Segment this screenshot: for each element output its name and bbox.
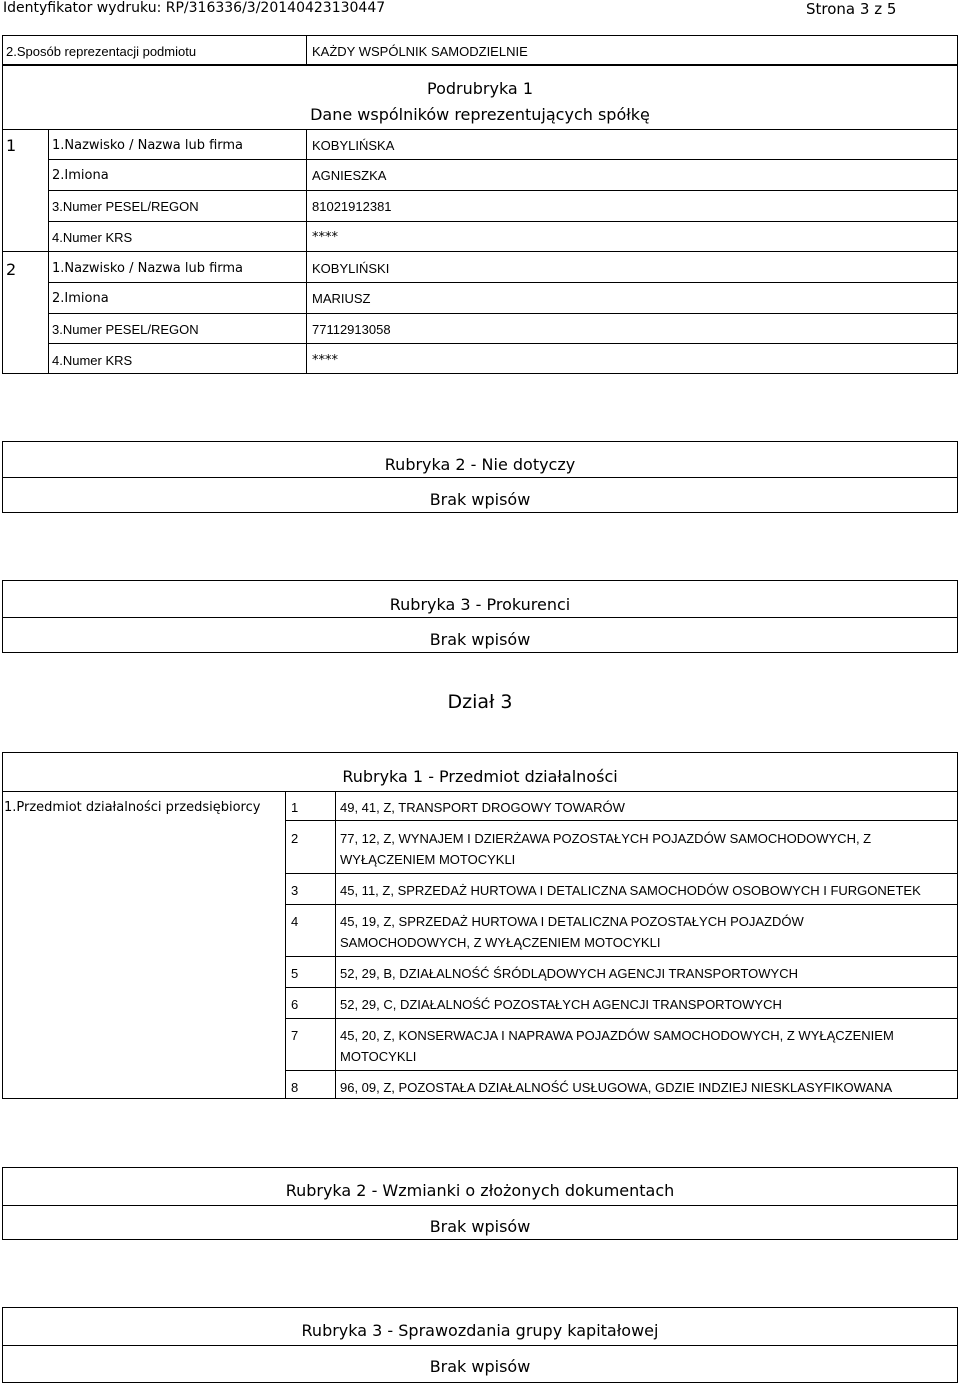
partner-number: 1	[6, 136, 17, 155]
subsection-subtitle: Dane wspólników reprezentujących spółkę	[310, 105, 650, 124]
activity-text: 45, 19, Z, SPRZEDAŻ HURTOWA I DETALICZNA POZOSTAŁYCH POJAZDÓW	[340, 914, 804, 929]
activity-number: 8	[291, 1080, 299, 1095]
activity-number: 3	[291, 883, 299, 898]
partner-field-value: 77112913058	[312, 322, 391, 337]
activity-title: Rubryka 1 - Przedmiot działalności	[342, 767, 618, 786]
activity-number: 6	[291, 997, 299, 1012]
partner-field-value: ****	[312, 230, 338, 245]
partner-field-label: 3.Numer PESEL/REGON	[52, 322, 199, 337]
activity-number: 2	[291, 831, 299, 846]
partner-field-value: MARIUSZ	[312, 291, 371, 306]
activity-number: 7	[291, 1028, 299, 1043]
rubryka-3-title: Rubryka 3 - Prokurenci	[389, 595, 571, 614]
partner-number: 2	[6, 260, 17, 279]
partner-field-label: 2.Imiona	[52, 291, 109, 306]
representation-value: KAŻDY WSPÓLNIK SAMODZIELNIE	[312, 44, 528, 59]
rubryka-2-empty: Brak wpisów	[429, 490, 531, 509]
partner-field-label: 2.Imiona	[52, 168, 109, 183]
partner-field-label: 3.Numer PESEL/REGON	[52, 199, 199, 214]
documents-title: Rubryka 2 - Wzmianki o złożonych dokumentach	[285, 1181, 675, 1200]
rubryka-2-title: Rubryka 2 - Nie dotyczy	[384, 455, 576, 474]
representation-label: 2.Sposób reprezentacji podmiotu	[6, 44, 197, 59]
activity-text: 45, 11, Z, SPRZEDAŻ HURTOWA I DETALICZNA SAMOCHODÓW OSOBOWYCH I FURGONETEK	[340, 883, 921, 898]
activity-text: 77, 12, Z, WYNAJEM I DZIERŻAWA POZOSTAŁYCH POJAZDÓW SAMOCHODOWYCH, Z	[340, 831, 872, 846]
reports-title: Rubryka 3 - Sprawozdania grupy kapitałowej	[301, 1321, 659, 1340]
partner-field-value: AGNIESZKA	[312, 168, 387, 183]
print-identifier: Identyfikator wydruku: RP/316336/3/20140423130447	[3, 0, 386, 16]
partner-field-value: ****	[312, 353, 338, 368]
activity-number: 1	[291, 800, 299, 815]
reports-empty: Brak wpisów	[429, 1357, 531, 1376]
subsection-title: Podrubryka 1	[427, 79, 533, 98]
activity-text: 96, 09, Z, POZOSTAŁA DZIAŁALNOŚĆ USŁUGOWA, GDZIE INDZIEJ NIESKLASYFIKOWANA	[340, 1080, 893, 1095]
activity-text: 52, 29, C, DZIAŁALNOŚĆ POZOSTAŁYCH AGENCJI TRANSPORTOWYCH	[340, 997, 782, 1012]
partner-field-label: 1.Nazwisko / Nazwa lub firma	[52, 261, 244, 276]
activity-label: 1.Przedmiot działalności przedsiębiorcy	[4, 800, 261, 815]
partner-field-label: 4.Numer KRS	[52, 230, 133, 245]
partner-field-label: 1.Nazwisko / Nazwa lub firma	[52, 138, 244, 153]
partner-field-value: KOBYLIŃSKA	[312, 138, 395, 153]
activity-text: 49, 41, Z, TRANSPORT DROGOWY TOWARÓW	[340, 800, 625, 815]
activity-text: 45, 20, Z, KONSERWACJA I NAPRAWA POJAZDÓW SAMOCHODOWYCH, Z WYŁĄCZENIEM	[340, 1028, 894, 1043]
rubryka-3-empty: Brak wpisów	[429, 630, 531, 649]
documents-empty: Brak wpisów	[429, 1217, 531, 1236]
page-number: Strona 3 z 5	[806, 0, 897, 18]
partner-field-value: KOBYLIŃSKI	[312, 261, 390, 276]
activity-number: 4	[291, 914, 299, 929]
partner-field-value: 81021912381	[312, 199, 392, 214]
activity-text-continued: WYŁĄCZENIEM MOTOCYKLI	[340, 852, 516, 867]
activity-number: 5	[291, 966, 299, 981]
activity-text: 52, 29, B, DZIAŁALNOŚĆ ŚRÓDLĄDOWYCH AGENCJI TRANSPORTOWYCH	[340, 966, 798, 981]
section-title: Dział 3	[447, 691, 513, 713]
activity-text-continued: SAMOCHODOWYCH, Z WYŁĄCZENIEM MOTOCYKLI	[340, 935, 661, 950]
activity-text-continued: MOTOCYKLI	[340, 1049, 417, 1064]
partner-field-label: 4.Numer KRS	[52, 353, 133, 368]
